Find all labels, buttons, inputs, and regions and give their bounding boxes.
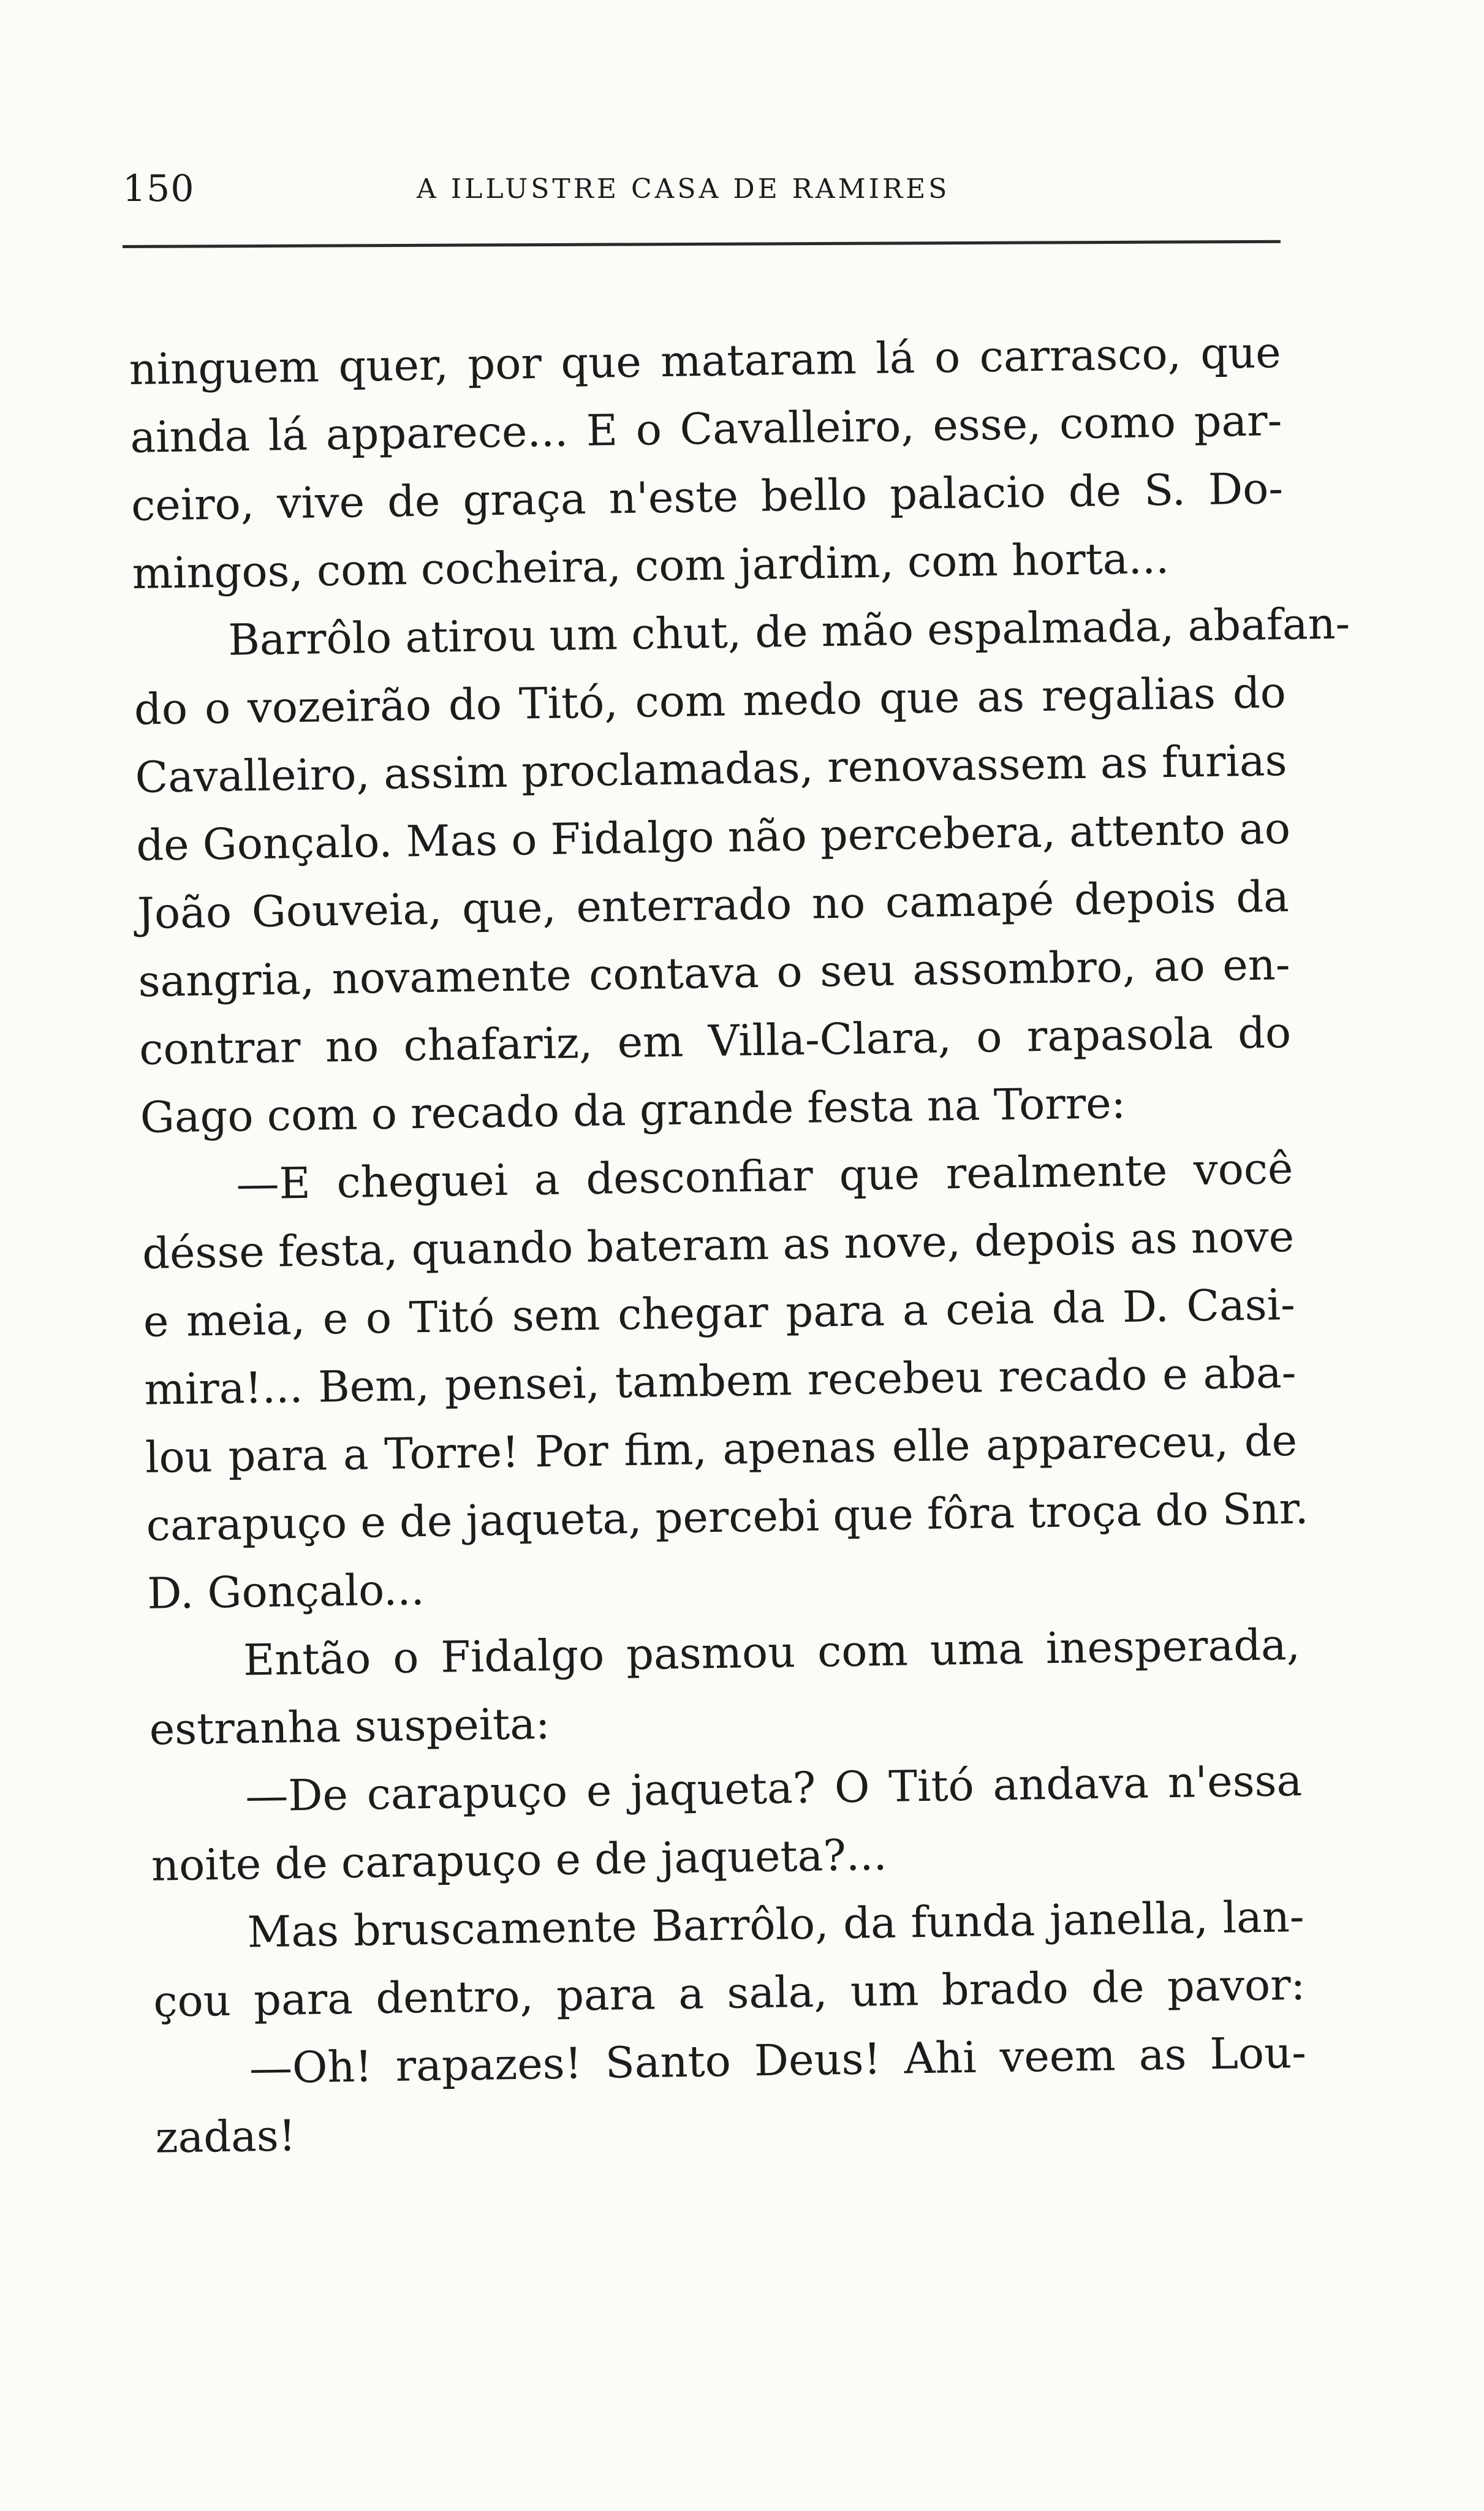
text-line: çou para dentro, para a sala, um brado de pavor: bbox=[153, 1959, 1306, 2027]
page-number: 150 bbox=[123, 167, 195, 210]
text-line: désse festa, quando bateram as nove, depois as nove bbox=[142, 1211, 1295, 1279]
text-line: lou para a Torre! Por fim, apenas elle appareceu, de bbox=[145, 1415, 1298, 1483]
text-line: Gago com o recado da grande festa na Torre: bbox=[140, 1078, 1126, 1143]
text-line: carapuço e de jaqueta, percebi que fôra troça do Snr. bbox=[146, 1483, 1309, 1551]
text-line: ninguem quer, por que mataram lá o carrasco, que bbox=[129, 327, 1282, 395]
text-line: ceiro, vive de graça n'este bello palacio de S. Do- bbox=[131, 463, 1284, 531]
paragraph-first-line: Barrôlo atirou um chut, de mão espalmada, abafan- bbox=[227, 598, 1350, 665]
text-line: e meia, e o Titó sem chegar para a ceia da D. Casi- bbox=[143, 1279, 1296, 1347]
paragraph-first-line: —E cheguei a desconfiar que realmente você bbox=[235, 1143, 1293, 1210]
text-line: mira!... Bem, pensei, tambem recebeu recado e aba- bbox=[143, 1347, 1297, 1415]
paragraph-first-line: Então o Fidalgo pasmou com uma inesperada, bbox=[243, 1619, 1301, 1686]
running-title: A ILLUSTRE CASA DE RAMIRES bbox=[417, 173, 950, 205]
text-line: zadas! bbox=[155, 2110, 297, 2163]
paragraph-first-line: —De carapuço e jaqueta? O Titó andava n'essa bbox=[244, 1755, 1303, 1822]
page-header bbox=[123, 158, 1287, 219]
text-line: contrar no chafariz, em Villa-Clara, o rapasola do bbox=[138, 1007, 1292, 1075]
text-line: noite de carapuço e de jaqueta?... bbox=[151, 1829, 888, 1891]
text-line: Cavalleiro, assim proclamadas, renovassem as furias bbox=[135, 735, 1288, 803]
text-line: João Gouveia, que, enterrado no camapé depois da bbox=[137, 871, 1290, 939]
text-line: do o vozeirão do Titó, com medo que as regalias do bbox=[134, 667, 1287, 735]
text-line: sangria, novamente contava o seu assombro, ao en- bbox=[138, 939, 1291, 1007]
body-text bbox=[129, 319, 1350, 2172]
text-line: estranha suspeita: bbox=[149, 1699, 551, 1755]
text-line: D. Gonçalo... bbox=[146, 1564, 425, 1619]
text-line: ainda lá apparece... E o Cavalleiro, esse, como par- bbox=[129, 395, 1282, 463]
text-line: mingos, com cocheira, com jardim, com horta... bbox=[132, 532, 1170, 599]
text-line: de Gonçalo. Mas o Fidalgo não percebera, attento ao bbox=[135, 803, 1291, 871]
paragraph-first-line: —Oh! rapazes! Santo Deus! Ahi veem as Lou- bbox=[249, 2027, 1307, 2094]
paragraph-first-line: Mas bruscamente Barrôlo, da funda janella, lan- bbox=[247, 1891, 1305, 1958]
header-rule bbox=[123, 240, 1281, 248]
